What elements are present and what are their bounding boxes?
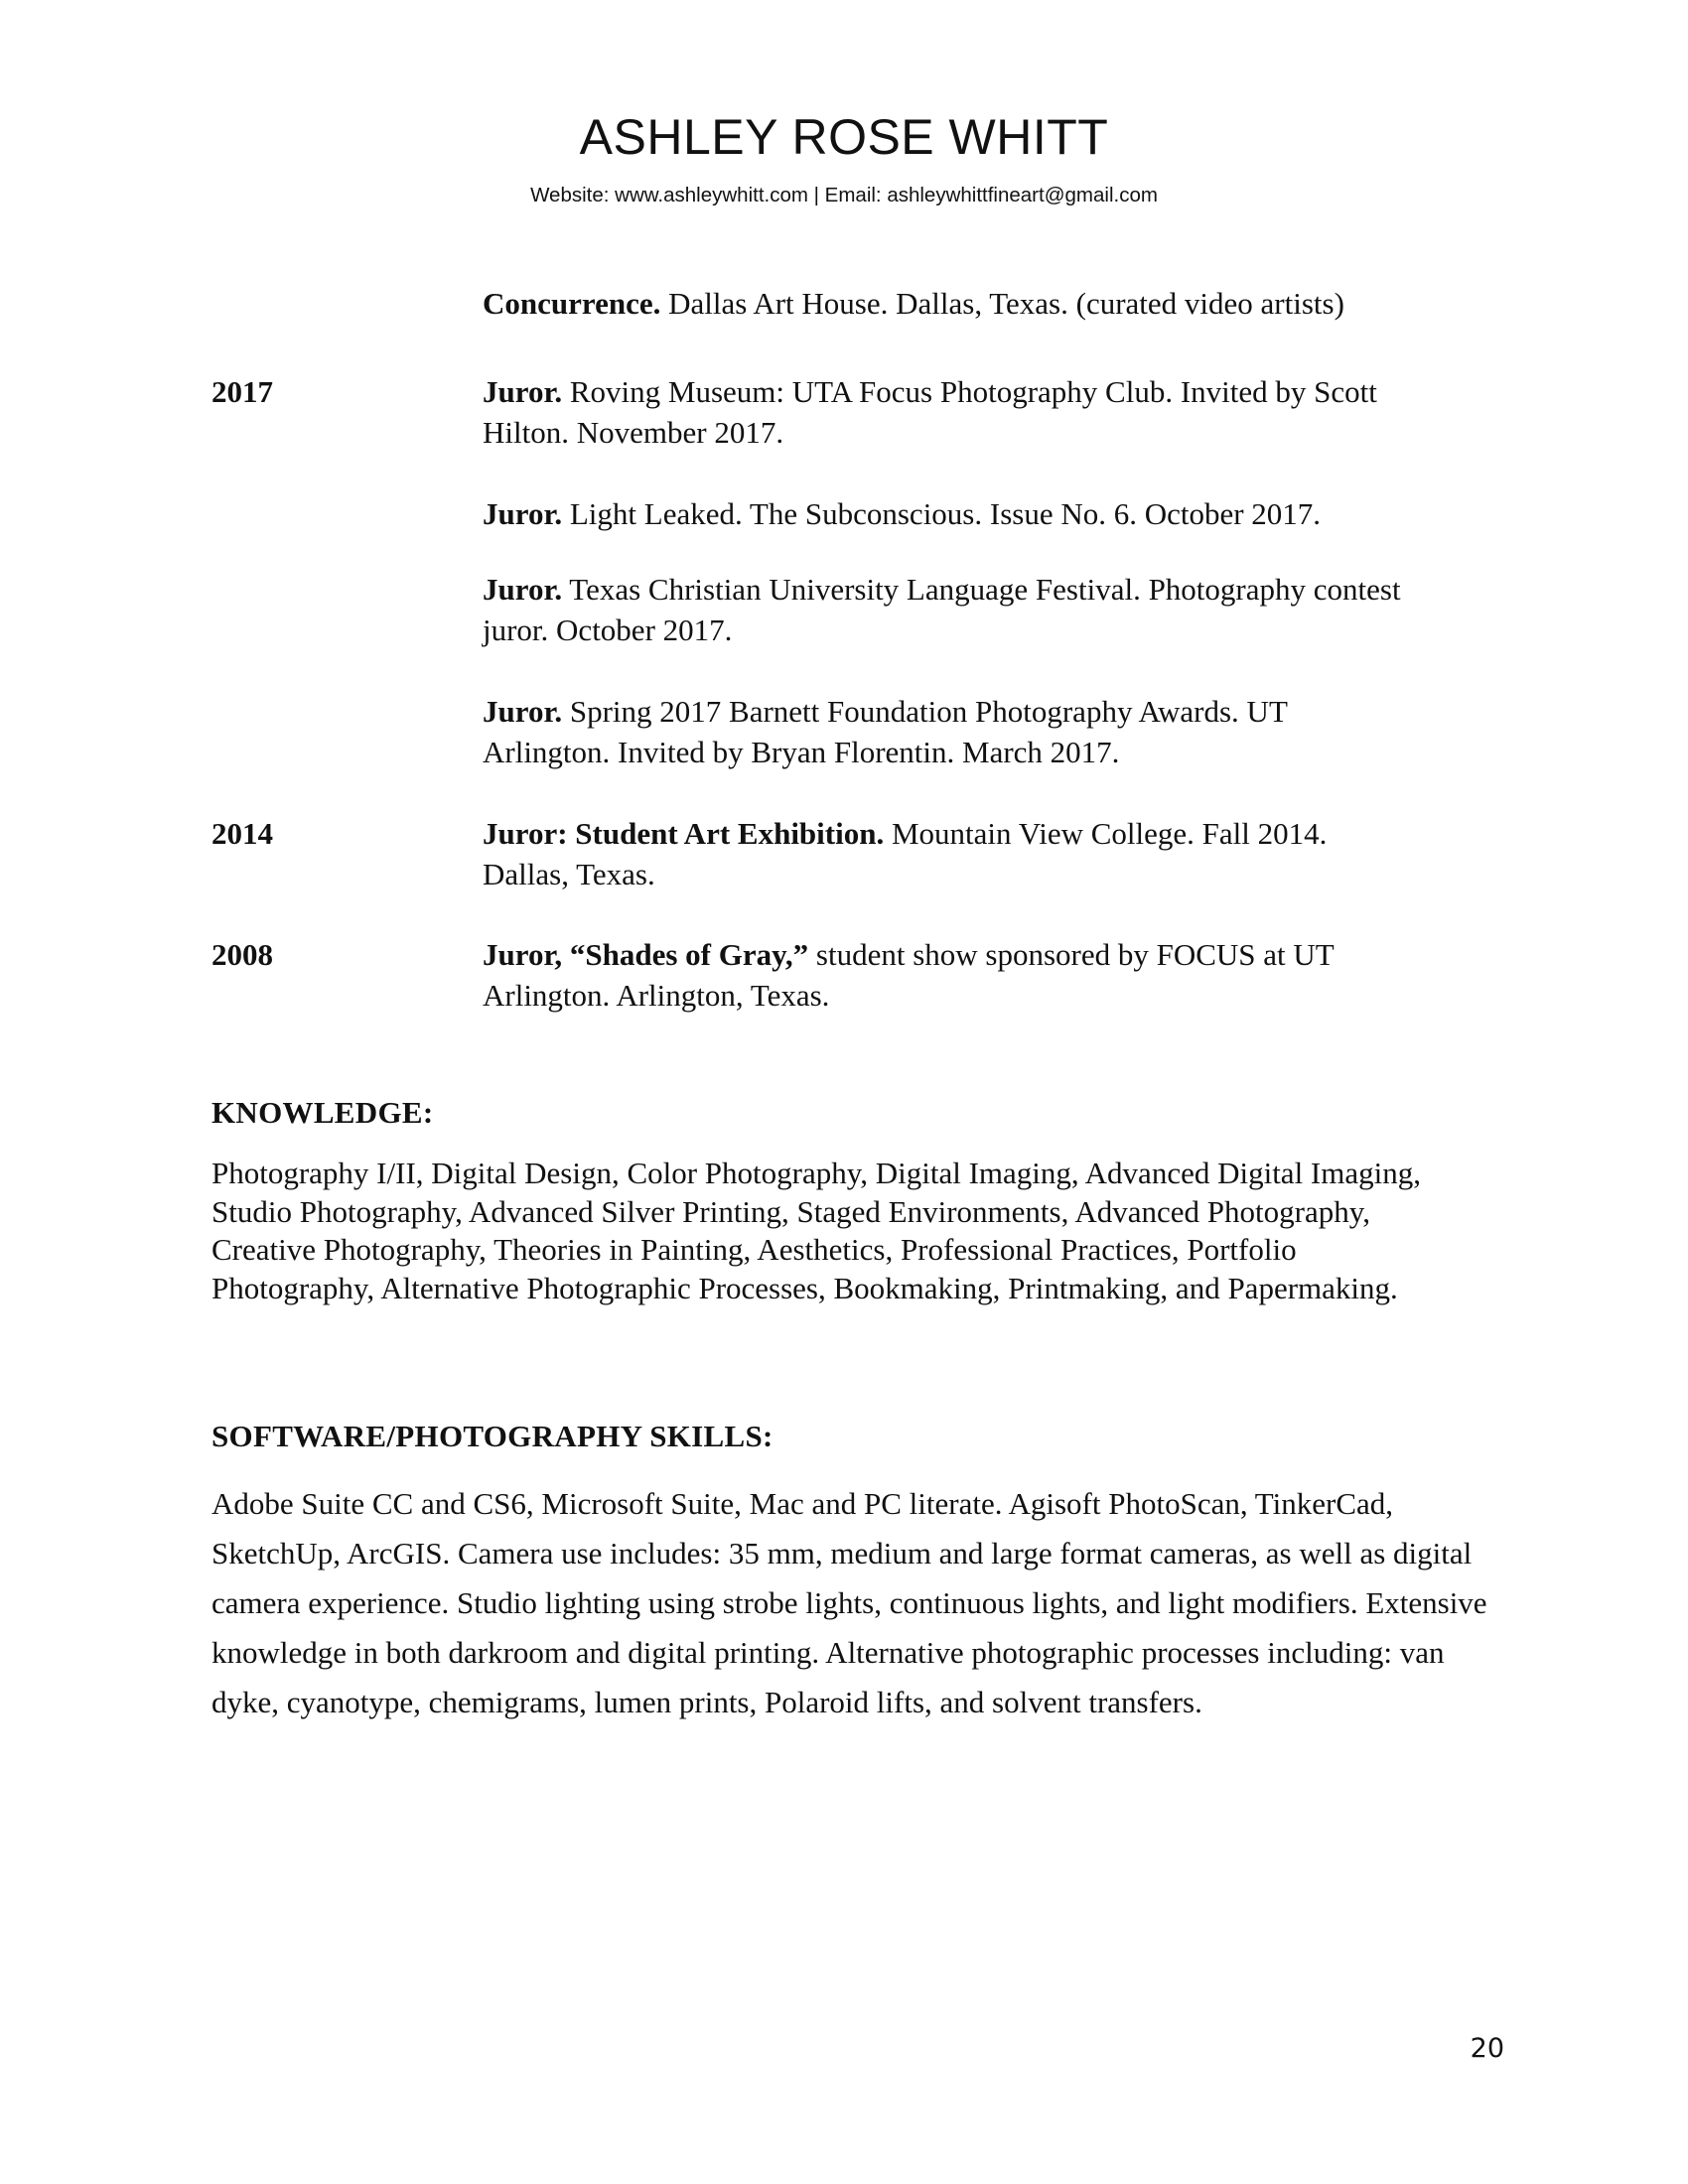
entry-barnett-awards [483,691,1336,772]
entry-text: Mountain View College. Fall 2014. Dallas, Texas. [483,816,1328,891]
entry-tcu-festival [483,569,1436,650]
page-number: 20 [1470,2033,1504,2064]
entry-text: Spring 2017 Barnett Foundation Photography Awards. UT Arlington. Invited by Bryan Florentin. March 2017. [483,694,1288,769]
entry-title: Juror. [483,694,563,729]
entry-student-art-exhibition [483,813,1336,894]
knowledge-heading: KNOWLEDGE: [211,1095,434,1130]
year-2014: 2014 [211,816,273,851]
entry-text: Roving Museum: UTA Focus Photography Club. Invited by Scott Hilton. November 2017. [483,374,1377,450]
entry-title: Juror. [483,496,563,531]
entry-roving-museum [483,371,1436,453]
entry-text: Light Leaked. The Subconscious. Issue No. 6. October 2017. [562,496,1322,531]
knowledge-text: Photography I/II, Digital Design, Color Photography, Digital Imaging, Advanced Digital Imaging, Studio Photography, Advanced Silver Printing, Staged Environments, Advanced Photography, Creative Photography, Theories in Painting, Aesthetics, Professional Practices, Portfolio Photography, Alternative Photographic Processes, Bookmaking, Printmaking, and Papermaking. [211,1156,1421,1305]
year-2017: 2017 [211,374,273,409]
skills-text: Adobe Suite CC and CS6, Microsoft Suite, Mac and PC literate. Agisoft PhotoScan, TinkerCad, SketchUp, ArcGIS. Camera use includes: 35 mm, medium and large format cameras, as well as digital camera experience. Studio lighting using strobe lights, continuous lights, and light modifiers. Extensive knowledge in both darkroom and digital printing. Alternative photographic processes including: van dyke, cyanotype, chemigrams, lumen prints, Polaroid lifts, and solvent transfers. [211,1486,1487,1719]
entry-shades-of-gray [483,934,1376,1016]
entry-text: student show sponsored by FOCUS at UT Arlington. Arlington, Texas. [483,937,1335,1013]
entry-text: Dallas Art House. Dallas, Texas. (curated video artists) [660,286,1344,321]
skills-heading: SOFTWARE/PHOTOGRAPHY SKILLS: [211,1419,774,1453]
entry-title: Juror, “Shades of Gray,” [483,937,809,972]
year-2008: 2008 [211,937,273,972]
entry-text: Texas Christian University Language Festival. Photography contest juror. October 2017. [483,572,1401,647]
entry-title: Juror: Student Art Exhibition. [483,816,885,851]
entry-title: Juror. [483,572,563,607]
entry-concurrence [483,283,1456,324]
entry-title: Juror. [483,374,563,409]
author-name: ASHLEY ROSE WHITT [579,109,1109,165]
entry-title: Concurrence. [483,286,661,321]
entry-light-leaked [483,493,1456,534]
contact-line: Website: www.ashleywhitt.com | Email: ashleywhittfineart@gmail.com [530,184,1158,206]
